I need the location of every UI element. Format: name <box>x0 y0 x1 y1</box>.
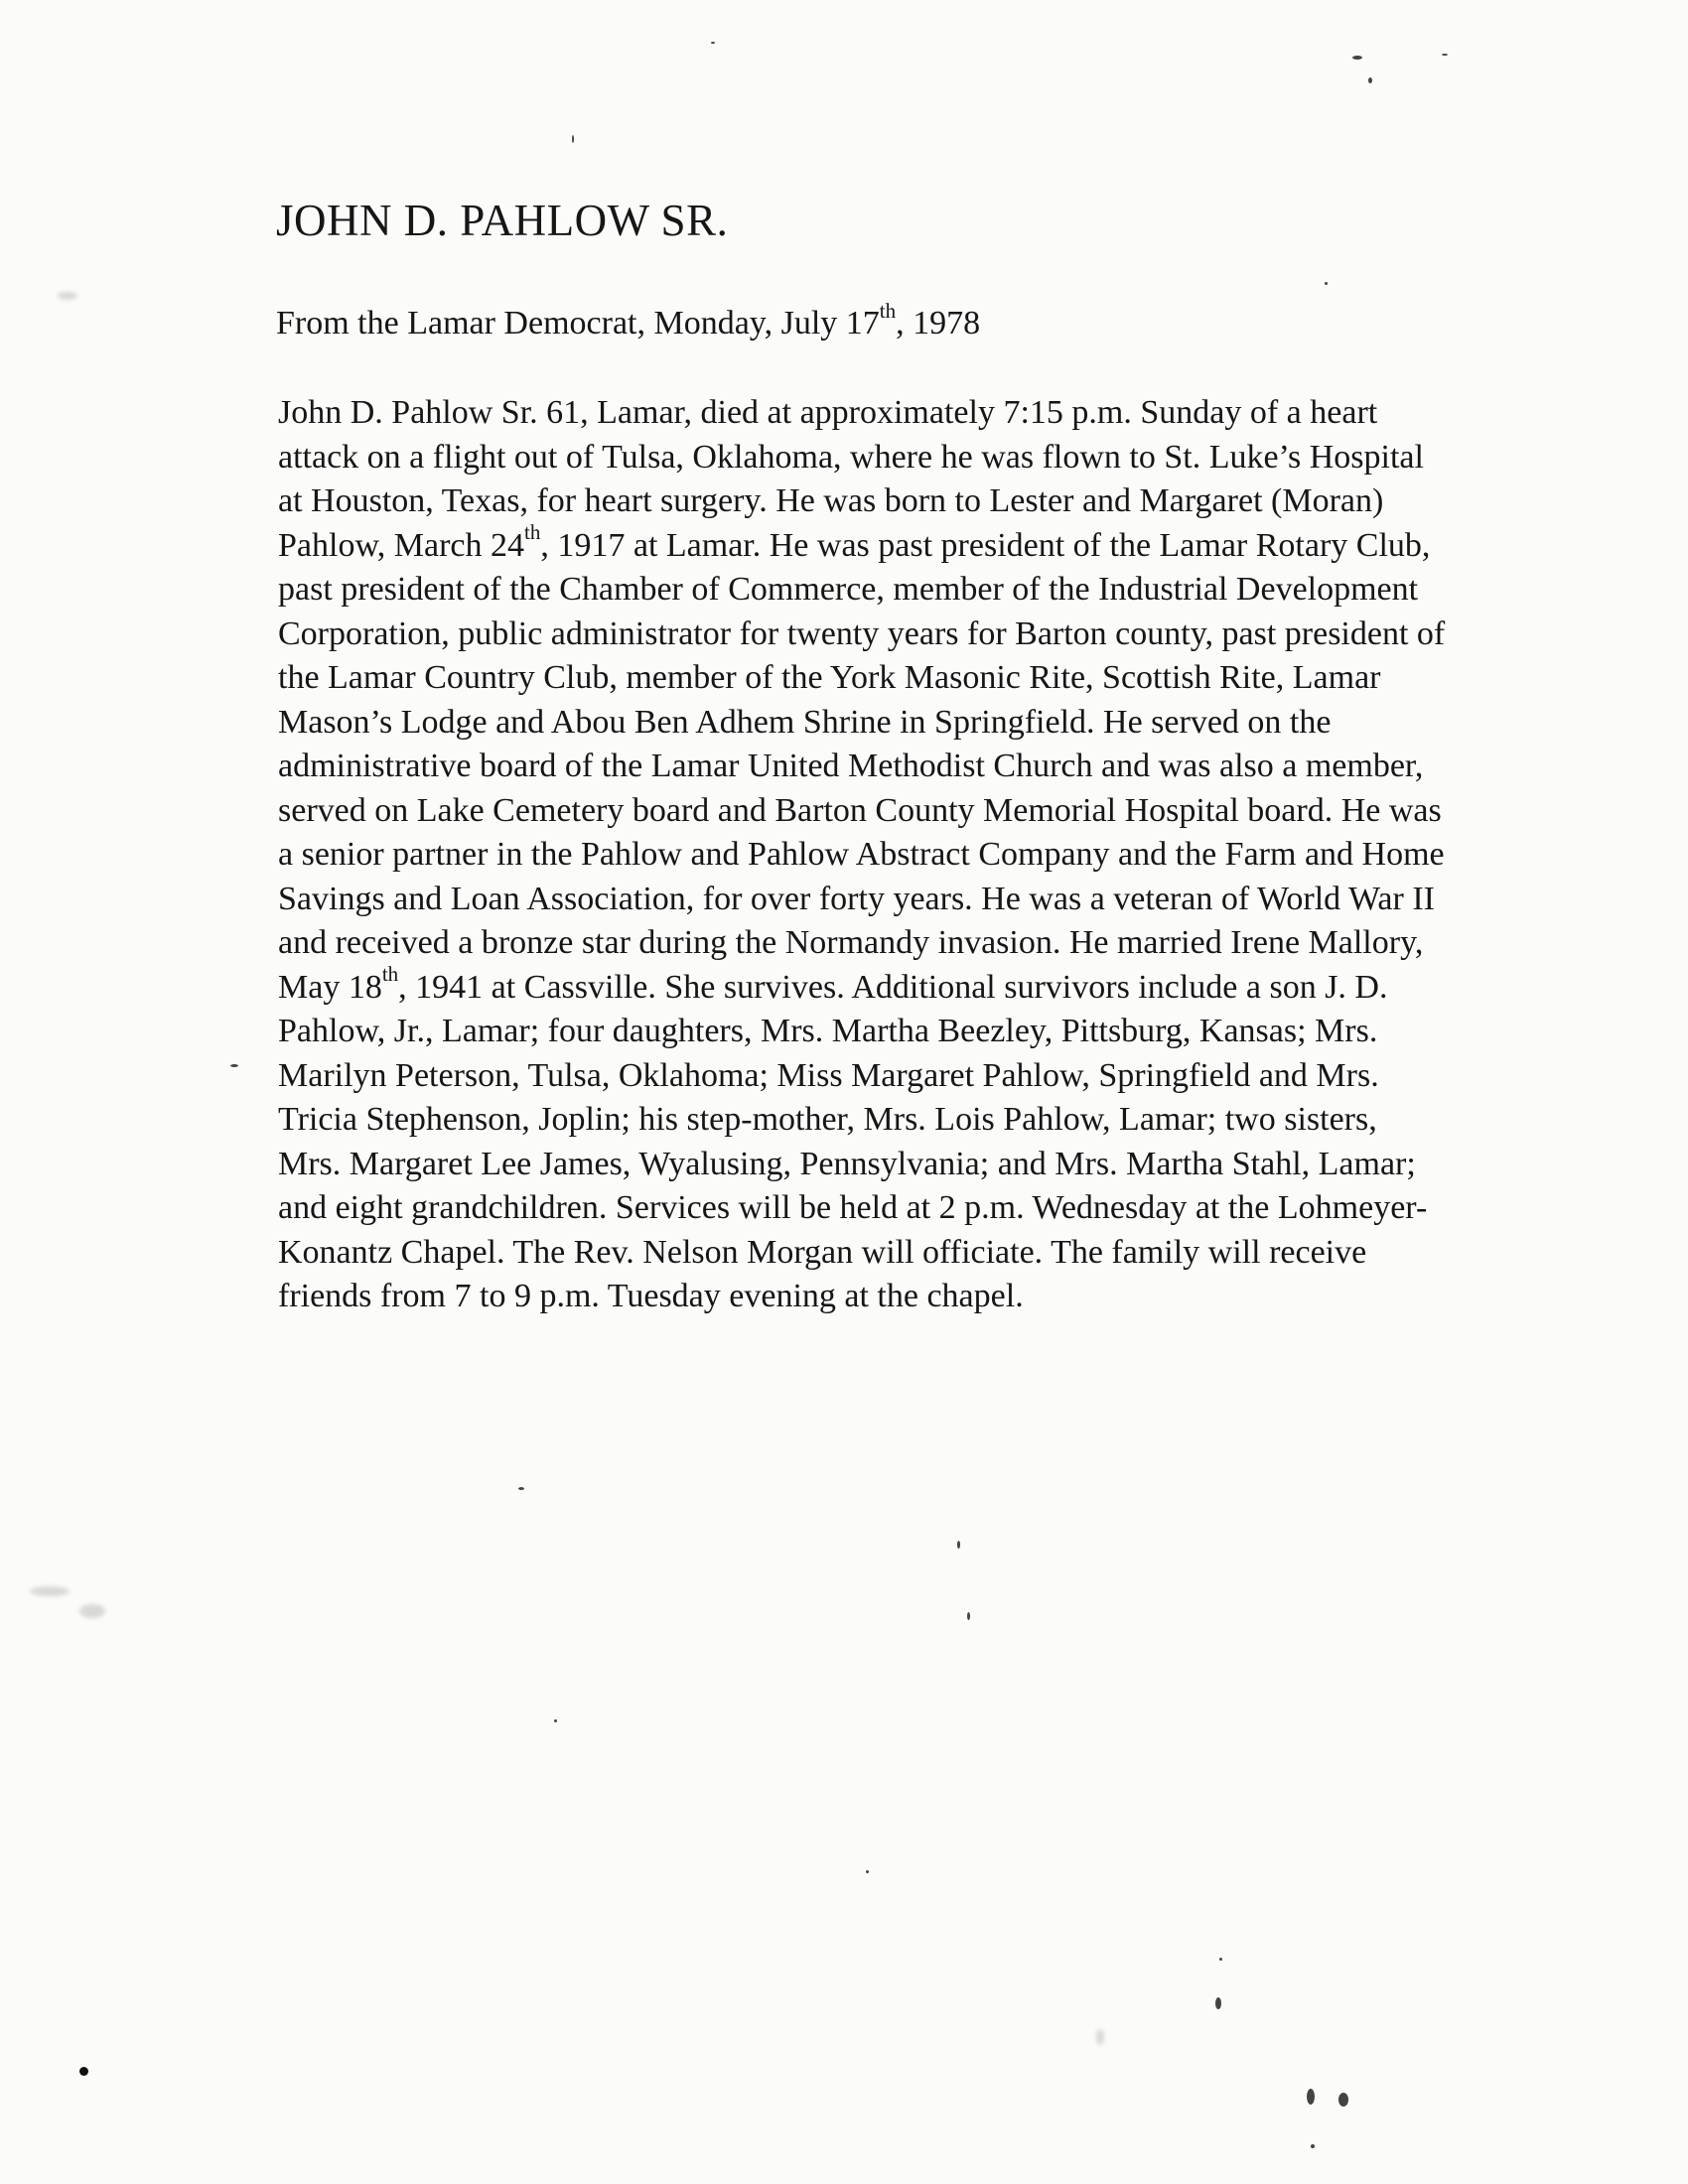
body-line <box>278 520 1648 569</box>
scan-speck <box>230 1064 238 1067</box>
ordinal-suffix: th <box>381 962 399 987</box>
body-line: at Houston, Texas, for heart surgery. He was born to Lester and Margaret (Moran) <box>278 482 1384 519</box>
scan-speck <box>1442 54 1448 56</box>
scan-speck <box>967 1612 970 1620</box>
body-line: Mrs. Margaret Lee James, Wyalusing, Pennsylvania; and Mrs. Martha Stahl, Lamar; <box>278 1145 1416 1182</box>
body-line: past president of the Chamber of Commerce, member of the Industrial Development <box>278 571 1419 608</box>
scan-speck <box>1311 2144 1315 2148</box>
body-line: administrative board of the Lamar United Methodist Church and was also a member, <box>278 748 1424 784</box>
body-line: friends from 7 to 9 p.m. Tuesday evening at the chapel. <box>278 1278 1024 1314</box>
ordinal-suffix: th <box>524 520 541 545</box>
scan-speck <box>1307 2089 1315 2105</box>
body-line-pre: May 18 <box>278 968 382 1006</box>
scan-speck <box>1352 56 1362 60</box>
scan-speck <box>79 2067 88 2076</box>
source-ordinal-suffix: th <box>879 298 897 323</box>
body-line: Corporation, public administrator for twenty years for Barton county, past president of <box>278 614 1446 652</box>
body-line: Marilyn Peterson, Tulsa, Oklahoma; Miss Margaret Pahlow, Springfield and Mrs. <box>278 1056 1379 1094</box>
body-line: Mason’s Lodge and Abou Ben Adhem Shrine in Springfield. He served on the <box>278 703 1332 741</box>
scan-speck <box>518 1487 524 1490</box>
body-line <box>278 962 1648 1011</box>
body-line: a senior partner in the Pahlow and Pahlow Abstract Company and the Farm and Home <box>278 836 1445 873</box>
body-line: Pahlow, Jr., Lamar; four daughters, Mrs. Martha Beezley, Pittsburg, Kansas; Mrs. <box>278 1013 1378 1049</box>
scan-speck <box>1338 2093 1348 2107</box>
body-line: the Lamar Country Club, member of the York Masonic Rite, Scottish Rite, Lamar <box>278 659 1381 696</box>
body-line: Konantz Chapel. The Rev. Nelson Morgan will officiate. The family will receive <box>278 1233 1367 1271</box>
source-year: , 1978 <box>896 305 981 341</box>
body-line: served on Lake Cemetery board and Barton County Memorial Hospital board. He was <box>278 791 1442 829</box>
scan-speck <box>1368 77 1372 83</box>
scan-speck <box>957 1541 960 1549</box>
body-line: Savings and Loan Association, for over forty years. He was a veteran of World War II <box>278 880 1435 917</box>
scan-speck <box>554 1719 557 1722</box>
body-line-post: , 1941 at Cassville. She survives. Additional survivors include a son J. D. <box>398 968 1388 1006</box>
scan-smudge <box>79 1604 105 1618</box>
scan-smudge <box>30 1586 70 1596</box>
source-line <box>276 298 981 345</box>
scan-speck <box>572 135 574 143</box>
scan-speck <box>1219 1958 1222 1961</box>
body-line: attack on a flight out of Tulsa, Oklahoma, where he was flown to St. Luke’s Hospital <box>278 438 1424 476</box>
scan-speck <box>1325 282 1328 285</box>
source-prefix: From the Lamar Democrat, Monday, July 17 <box>276 305 880 341</box>
body-line-pre: Pahlow, March 24 <box>278 526 525 564</box>
obituary-heading: JOHN D. PAHLOW SR. <box>276 196 729 245</box>
body-line: and received a bronze star during the Normandy invasion. He married Irene Mallory, <box>278 924 1424 961</box>
body-line: Tricia Stephenson, Joplin; his step-mother, Mrs. Lois Pahlow, Lamar; two sisters, <box>278 1101 1377 1138</box>
scan-speck <box>1215 1997 1221 2009</box>
body-line-post: , 1917 at Lamar. He was past president of the Lamar Rotary Club, <box>540 526 1431 564</box>
obituary-body <box>278 391 1648 1319</box>
scan-smudge <box>58 292 77 300</box>
body-line: John D. Pahlow Sr. 61, Lamar, died at approximately 7:15 p.m. Sunday of a heart <box>278 394 1378 431</box>
body-line: and eight grandchildren. Services will be held at 2 p.m. Wednesday at the Lohmeyer- <box>278 1189 1428 1226</box>
scan-speck <box>711 42 715 44</box>
scan-speck <box>866 1870 869 1873</box>
scan-smudge <box>1096 2029 1104 2045</box>
